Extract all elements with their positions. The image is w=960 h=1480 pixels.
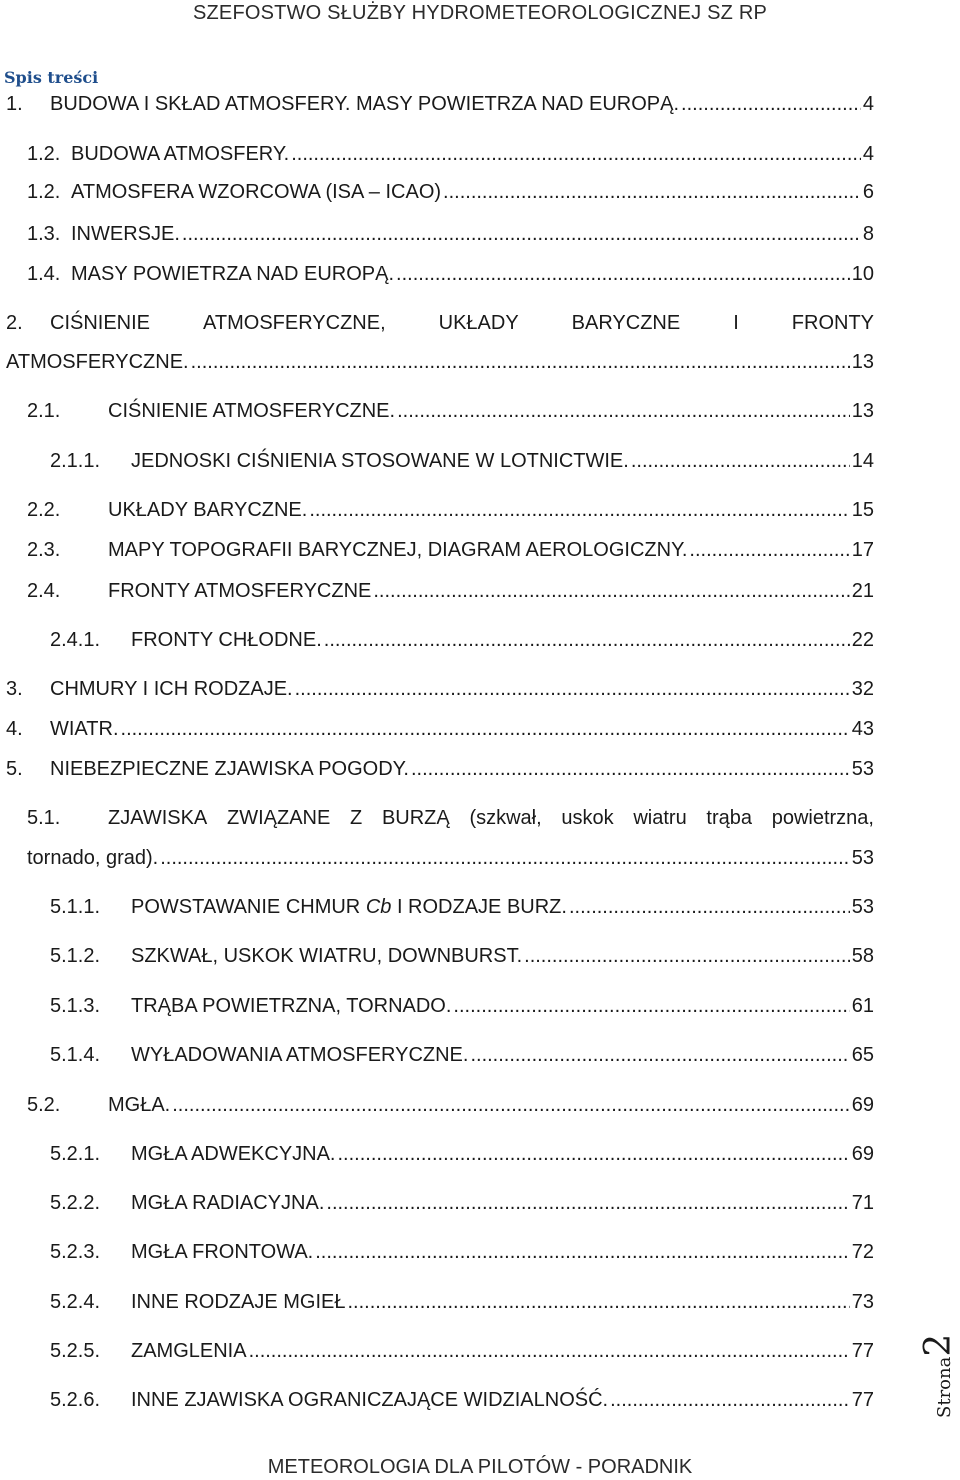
- entry-title-continuation: tornado, grad).: [27, 847, 159, 869]
- toc-entry[interactable]: [0, 1288, 960, 1316]
- toc-entry[interactable]: [0, 178, 960, 206]
- toc-entry[interactable]: [0, 1041, 960, 1069]
- entry-number: 5.1.1.: [50, 896, 101, 918]
- toc-entry[interactable]: [0, 397, 960, 425]
- dot-leader: [160, 844, 850, 872]
- dot-leader: [121, 715, 850, 743]
- entry-page: 72: [851, 1241, 874, 1263]
- entry-page: 6: [862, 181, 874, 203]
- entry-page: 22: [851, 629, 874, 651]
- entry-title: UKŁADY BARYCZNE.: [108, 499, 308, 521]
- toc-entry[interactable]: [0, 715, 960, 743]
- toc-entry[interactable]: [0, 626, 960, 654]
- entry-title: CIŚNIENIE ATMOSFERYCZNE, UKŁADY BARYCZNE I FRONTY: [50, 312, 874, 334]
- entry-number: 2.: [6, 312, 23, 334]
- entry-number: 2.2.: [27, 499, 61, 521]
- toc-entry[interactable]: [0, 260, 960, 288]
- dot-leader: [610, 1386, 850, 1414]
- entry-number: 5.2.2.: [50, 1192, 101, 1214]
- entry-number: 5.1.2.: [50, 945, 101, 967]
- toc-entry[interactable]: [0, 447, 960, 475]
- dot-leader: [443, 178, 861, 206]
- entry-number: 2.4.1.: [50, 629, 101, 651]
- dot-leader: [689, 536, 849, 564]
- entry-page: 65: [851, 1044, 874, 1066]
- entry-title: INNE ZJAWISKA OGRANICZAJĄCE WIDZIALNOŚĆ.: [131, 1389, 609, 1411]
- entry-page: 73: [851, 1291, 874, 1313]
- entry-page: 17: [851, 539, 874, 561]
- entry-title: TRĄBA POWIETRZNA, TORNADO.: [131, 995, 452, 1017]
- running-header: SZEFOSTWO SŁUŻBY HYDROMETEOROLOGICZNEJ SZ RP: [192, 2, 768, 24]
- entry-number: 4.: [6, 718, 23, 740]
- entry-title-continuation: ATMOSFERYCZNE.: [6, 351, 189, 373]
- toc-entry[interactable]: [0, 496, 960, 524]
- page-marker: [918, 1318, 960, 1418]
- entry-title: WIATR.: [50, 718, 119, 740]
- entry-number: 3.: [6, 678, 23, 700]
- entry-page: 53: [851, 758, 874, 780]
- toc-entry[interactable]: [0, 1238, 960, 1266]
- entry-number: 5.1.: [27, 807, 61, 829]
- toc-entry[interactable]: [0, 942, 960, 970]
- toc-entry[interactable]: [0, 675, 960, 703]
- dot-leader: [411, 755, 850, 783]
- dot-leader: [309, 496, 849, 524]
- dot-leader: [182, 220, 861, 248]
- entry-page: 4: [862, 143, 874, 165]
- entry-page: 10: [851, 263, 874, 285]
- dot-leader: [191, 348, 850, 376]
- entry-number: 5.1.4.: [50, 1044, 101, 1066]
- dot-leader: [326, 1189, 849, 1217]
- entry-page: 53: [851, 896, 874, 918]
- entry-title: ATMOSFERA WZORCOWA (ISA – ICAO): [71, 181, 442, 203]
- dot-leader: [338, 1140, 850, 1168]
- entry-number: 5.2.: [27, 1094, 61, 1116]
- entry-title: WYŁADOWANIA ATMOSFERYCZNE.: [131, 1044, 469, 1066]
- entry-title: INNE RODZAJE MGIEŁ: [131, 1291, 346, 1313]
- entry-number: 5.: [6, 758, 23, 780]
- entry-page: 53: [851, 847, 874, 869]
- dot-leader: [453, 992, 849, 1020]
- entry-page: 77: [851, 1389, 874, 1411]
- page-number: 2: [918, 1333, 959, 1357]
- entry-page: 13: [851, 400, 874, 422]
- entry-page: 32: [851, 678, 874, 700]
- dot-leader: [396, 260, 850, 288]
- entry-title: BUDOWA ATMOSFERY.: [71, 143, 290, 165]
- dot-leader: [249, 1337, 850, 1365]
- entry-number: 5.2.1.: [50, 1143, 101, 1165]
- entry-title: CHMURY I ICH RODZAJE.: [50, 678, 293, 700]
- entry-number: 5.2.5.: [50, 1340, 101, 1362]
- dot-leader: [347, 1288, 849, 1316]
- toc-entry[interactable]: [0, 804, 960, 832]
- entry-title: MGŁA.: [108, 1094, 171, 1116]
- entry-title: NIEBEZPIECZNE ZJAWISKA POGODY.: [50, 758, 409, 780]
- entry-title: MGŁA ADWEKCYJNA.: [131, 1143, 336, 1165]
- entry-title: CIŚNIENIE ATMOSFERYCZNE.: [108, 400, 396, 422]
- entry-number: 1.2.: [27, 181, 61, 203]
- entry-number: 5.1.3.: [50, 995, 101, 1017]
- toc-entry[interactable]: [0, 992, 960, 1020]
- dot-leader: [470, 1041, 849, 1069]
- dot-leader: [172, 1091, 850, 1119]
- entry-number: 5.2.6.: [50, 1389, 101, 1411]
- entry-number: 5.2.4.: [50, 1291, 101, 1313]
- entry-page: 14: [851, 450, 874, 472]
- toc-entry[interactable]: [0, 577, 960, 605]
- dot-leader: [631, 447, 850, 475]
- entry-page: 58: [851, 945, 874, 967]
- dot-leader: [373, 577, 849, 605]
- entry-page: 13: [851, 351, 874, 373]
- toc-entry[interactable]: [0, 140, 960, 168]
- toc-entry[interactable]: [0, 536, 960, 564]
- entry-page: 21: [851, 580, 874, 602]
- entry-number: 5.2.3.: [50, 1241, 101, 1263]
- entry-page: 4: [862, 93, 874, 115]
- entry-page: 43: [851, 718, 874, 740]
- entry-title: MGŁA RADIACYJNA.: [131, 1192, 325, 1214]
- entry-title: FRONTY CHŁODNE.: [131, 629, 322, 651]
- toc-entry[interactable]: [0, 1189, 960, 1217]
- toc-entry[interactable]: [0, 893, 960, 921]
- entry-number: 2.1.: [27, 400, 61, 422]
- dot-leader: [681, 90, 861, 118]
- dot-leader: [291, 140, 861, 168]
- entry-number: 1.3.: [27, 223, 61, 245]
- toc-entry[interactable]: [0, 1386, 960, 1414]
- entry-number: 2.4.: [27, 580, 61, 602]
- toc-entry[interactable]: [0, 1140, 960, 1168]
- dot-leader: [315, 1238, 850, 1266]
- entry-title: ZJAWISKA ZWIĄZANE Z BURZĄ (szkwał, uskok wiatru trąba powietrzna,: [108, 807, 874, 829]
- entry-title: POWSTAWANIE CHMUR Cb I RODZAJE BURZ.: [131, 896, 567, 918]
- entry-page: 8: [862, 223, 874, 245]
- entry-title: MGŁA FRONTOWA.: [131, 1241, 314, 1263]
- toc-entry[interactable]: [0, 220, 960, 248]
- dot-leader: [295, 675, 850, 703]
- entry-page: 77: [851, 1340, 874, 1362]
- toc-entry[interactable]: [0, 1337, 960, 1365]
- entry-page: 71: [851, 1192, 874, 1214]
- toc-entry[interactable]: [0, 90, 960, 118]
- dot-leader: [569, 893, 850, 921]
- running-footer: METEOROLOGIA DLA PILOTÓW - PORADNIK: [267, 1456, 693, 1478]
- dot-leader: [397, 397, 850, 425]
- entry-title: BUDOWA I SKŁAD ATMOSFERY. MASY POWIETRZA NAD EUROPĄ.: [50, 93, 680, 115]
- dot-leader: [524, 942, 850, 970]
- page-label: Strona: [934, 1356, 955, 1418]
- toc-entry-continuation[interactable]: [0, 348, 960, 376]
- entry-title: FRONTY ATMOSFERYCZNE: [108, 580, 372, 602]
- entry-number: 1.2.: [27, 143, 61, 165]
- entry-title: SZKWAŁ, USKOK WIATRU, DOWNBURST.: [131, 945, 523, 967]
- toc-entry[interactable]: [0, 1091, 960, 1119]
- entry-number: 2.1.1.: [50, 450, 101, 472]
- entry-page: 15: [851, 499, 874, 521]
- entry-number: 2.3.: [27, 539, 61, 561]
- entry-page: 61: [851, 995, 874, 1017]
- toc-entry-continuation[interactable]: [0, 844, 960, 872]
- entry-number: 1.4.: [27, 263, 61, 285]
- entry-title: MASY POWIETRZA NAD EUROPĄ.: [71, 263, 395, 285]
- entry-title: MAPY TOPOGRAFII BARYCZNEJ, DIAGRAM AEROLOGICZNY.: [108, 539, 688, 561]
- entry-number: 1.: [6, 93, 23, 115]
- entry-page: 69: [851, 1094, 874, 1116]
- entry-title: ZAMGLENIA: [131, 1340, 247, 1362]
- toc-title: Spis treści: [4, 68, 99, 87]
- entry-title: JEDNOSKI CIŚNIENIA STOSOWANE W LOTNICTWIE.: [131, 450, 629, 472]
- entry-page: 69: [851, 1143, 874, 1165]
- toc-entry[interactable]: [0, 309, 960, 337]
- toc-entry[interactable]: [0, 755, 960, 783]
- entry-title: INWERSJE.: [71, 223, 180, 245]
- dot-leader: [324, 626, 850, 654]
